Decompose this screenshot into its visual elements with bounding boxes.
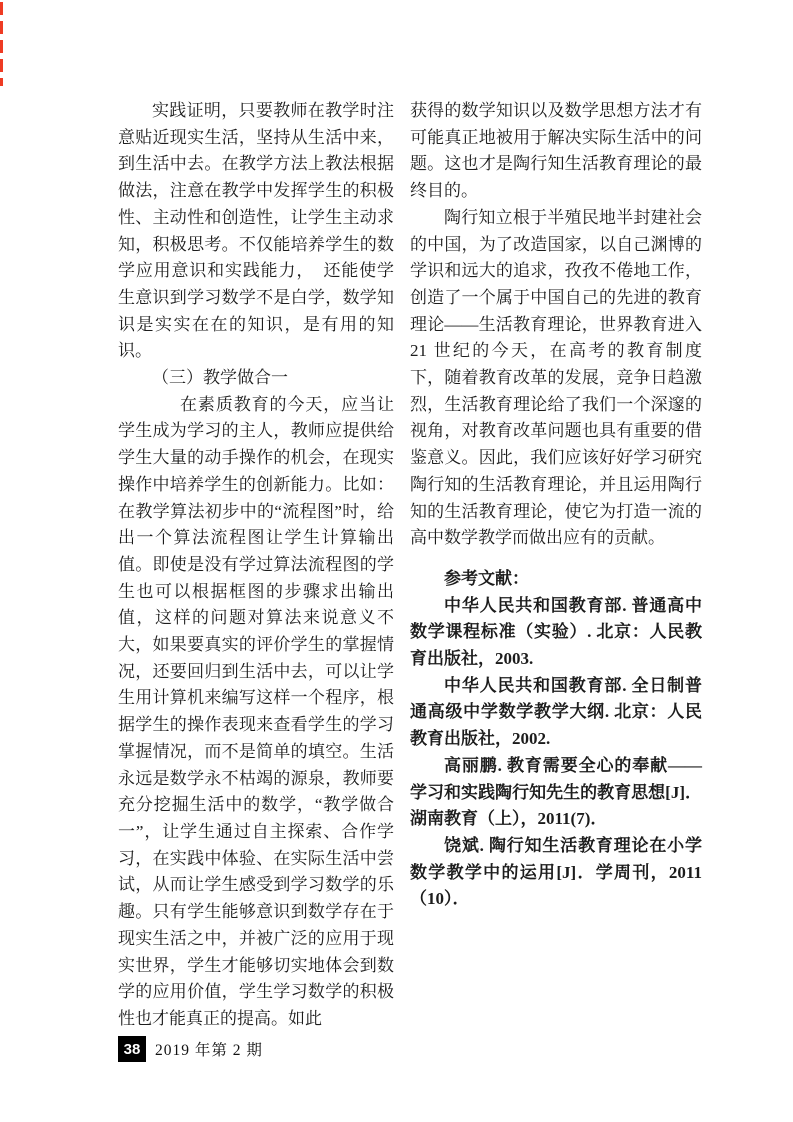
references-heading: 参考文献： xyxy=(444,568,529,588)
text-columns xyxy=(118,98,702,1033)
paragraph-tao-xingzhi: 陶行知立根于半殖民地半封建社会的中国，为了改造国家，以自己渊博的学识和远大的追求，孜孜不倦地工作，创造了一个属于中国自己的先进的教育理论——生活教育理论，世界教育进入21 世纪的今天，在高考的教育制度下，随着教育改革的发展，竞争日趋激烈，生活教育理论给了我们一个深邃的视角，对教育改革问题也具有重要的借鉴意义。因此，我们应该好好学习研究陶行知的生活教育理论，并且运用陶行知的生活教育理论，使它为打造一流的高中数学教学而做出应有的贡献。 xyxy=(410,207,702,548)
issue-label: 2019 年第 2 期 xyxy=(155,1042,263,1059)
reference-item: 中华人民共和国教育部. 全日制普通高级中学数学教学大纲. 北京：人民教育出版社，2002. xyxy=(410,675,702,749)
paragraph-knowledge-application: 获得的数学知识以及数学思想方法才有可能真正地被用于解决实际生活中的问题。这也才是陶行知生活教育理论的最终目的。 xyxy=(410,101,702,201)
page-number-badge: 38 xyxy=(118,1036,146,1062)
page-footer xyxy=(118,1036,263,1062)
reference-item: 高丽鹏. 教育需要全心的奉献——学习和实践陶行知先生的教育思想[J]．湖南教育（上），2011(7)． xyxy=(410,755,702,829)
text-column-right xyxy=(410,98,702,1033)
text-column-left xyxy=(118,98,394,1033)
reference-item: 中华人民共和国教育部. 普通高中数学课程标准（实验）. 北京：人民教育出版社，2003. xyxy=(410,595,702,669)
reference-item: 饶斌. 陶行知生活教育理论在小学数学教学中的运用[J]．学周刊，2011（10）． xyxy=(410,835,702,909)
red-dashed-crop-mark xyxy=(0,2,3,86)
section-heading-teach-learn-do: （三）教学做合一 xyxy=(152,368,288,388)
paragraph-practice-proof: 实践证明，只要教师在教学时注意贴近现实生活，坚持从生活中来，到生活中去。在教学方法上教法根据做法，注意在教学中发挥学生的积极性、主动性和创造性，让学生主动求知，积极思考。不仅能培养学生的数学应用意识和实践能力， 还能使学生意识到学习数学不是白学，数学知识是实实在在的知识，是有用的知识。 xyxy=(118,101,394,361)
paragraph-quality-education: 在素质教育的今天，应当让学生成为学习的主人，教师应提供给学生大量的动手操作的机会，在现实操作中培养学生的创新能力。比如：在教学算法初步中的“流程图”时，给出一个算法流程图让学生计算输出值。即使是没有学过算法流程图的学生也可以根据框图的步骤求出输出值，这样的问题对算法来说意义不大，如果要真实的评价学生的掌握情况，还要回归到生活中去，可以让学生用计算机来编写这样一个程序，根据学生的操作表现来查看学生的学习掌握情况，而不是简单的填空。生活永远是数学永不枯竭的源泉，教师要充分挖掘生活中的数学，“教学做合一”，让学生通过自主探索、合作学习，在实践中体验、在实际生活中尝试，从而让学生感受到学习数学的乐趣。只有学生能够意识到数学存在于现实生活之中，并被广泛的应用于现实世界，学生才能够切实地体会到数学的应用价值，学生学习数学的积极性也才能真正的提高。如此 xyxy=(118,394,394,1028)
